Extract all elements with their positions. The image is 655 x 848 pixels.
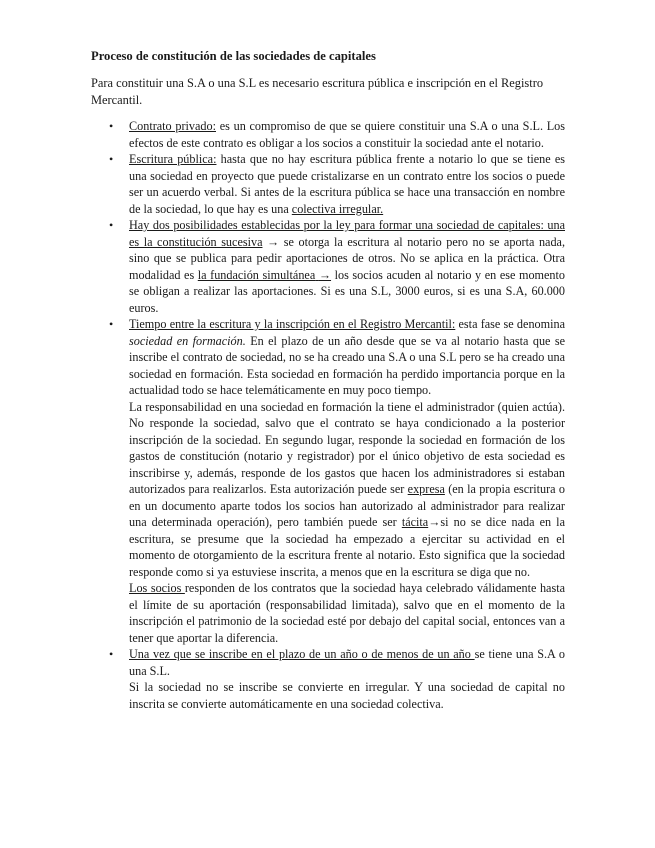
list-item-posibilidades — [91, 217, 565, 316]
bullet-list — [91, 118, 565, 712]
item-text: En el plazo de un año desde que se va al notario hasta que se inscribe el contrato de sociedad, no se ha creado una S.A o una S.L pero se ha creado una sociedad en formación. Esta sociedad en formación ha perdido importancia porque en la actualidad todo se hace telemáticamente en muy poco tiempo. — [129, 333, 565, 397]
item-text: los socios acuden al notario y en ese momento se obligan a realizar las aportaciones. Si es una S.L, 3000 euros, si es una S.A, 60.000 euros. — [129, 267, 566, 315]
bullet-icon: • — [109, 119, 114, 133]
lead-posibilidades: Hay dos posibilidades establecidas por la ley para formar una sociedad de capitales: una es la constitución sucesiva — [129, 218, 565, 249]
arrow-icon: → — [318, 267, 332, 282]
arrow-icon: → — [267, 234, 280, 249]
list-item-contrato-privado — [91, 118, 565, 151]
lead-inscripcion: Una vez que se inscribe en el plazo de un año o de menos de un año — [129, 647, 475, 661]
term-sociedad-en-formacion: sociedad en formación. — [129, 333, 246, 348]
paragraph-los-socios: Los socios responden de los contratos que la sociedad haya celebrado válidamente hasta el límite de su aportación (responsabilidad limitada), salvo que en el momento de la inscripción el patrimonio de la sociedad esté por debajo del capital social, entonces van a tener que aportar la diferencia. — [129, 581, 565, 645]
list-item-escritura-publica — [91, 151, 565, 217]
arrow-icon: → — [428, 515, 441, 529]
list-item-inscripcion — [91, 646, 565, 712]
item-text: se tiene una S.A o una S.L. — [129, 647, 566, 678]
term-escritura-publica: Escritura pública: — [129, 152, 217, 166]
term-contrato-privado: Contrato privado: — [129, 119, 216, 133]
term-tacita: tácita — [401, 515, 429, 529]
term-los-socios: Los socios — [129, 581, 185, 595]
item-text: hasta que no hay escritura pública frente a notario lo que se tiene es una sociedad en proyecto que puede cristalizarse en un contrato entre los socios o puede ser un acuerdo verbal. Si antes de la escritura pública se hace una transacción en nombre de la sociedad, lo que hay es una — [129, 152, 565, 216]
term-fundacion-simultanea: la fundación simultánea — [197, 267, 316, 282]
bullet-icon: • — [109, 218, 114, 232]
paragraph-no-inscrita: Si la sociedad no se inscribe se convierte en irregular. Y una sociedad de capital no inscrita se convierte automáticamente en una sociedad colectiva. — [129, 680, 565, 711]
list-item-tiempo — [91, 316, 565, 646]
intro-paragraph: Para constituir una S.A o una S.L es necesario escritura pública e inscripción en el Registro Mercantil. — [91, 76, 544, 107]
item-text: es un compromiso de que se quiere constituir una S.A o una S.L. Los efectos de este contrato es obligar a los socios a constituir la sociedad ante el notario. — [129, 119, 565, 150]
term-colectiva-irregular: colectiva irregular. — [291, 201, 384, 216]
item-text: se otorga la escritura al notario pero no se aporta nada, sino que se publica para pedir aportaciones de otros. No se aplica en la práctica. Otra modalidad es — [129, 234, 565, 282]
paragraph-responsabilidad: La responsabilidad en una sociedad en formación la tiene el administrador (quien actúa). No responde la sociedad, salvo que el contrato se haya condicionado a la posterior inscripción de la sociedad. En segundo lugar, responde la sociedad en formación de los gastos de constitución (notario y registrador) por el único objetivo de esta sociedad es inscribirse y, además, responde de los gastos que hacen los administradores si estaban autorizados para realizarlos. Esta autorización puede ser expresa (en la propia escritura o en un documento aparte todos los socios han autorizado al administrador para realizar una determinada operación), pero también puede ser tácita→si no se dice nada en la escritura, se presume que la sociedad ha empezado a ejercitar su actividad en el momento de otorgamiento de la escritura frente al notario. Esto significa que la sociedad responde como si ya estuviese inscrita, a menos que en la escritura se diga que no. — [129, 399, 565, 579]
document-title: Proceso de constitución de las sociedades de capitales — [91, 49, 376, 63]
term-expresa: expresa — [407, 482, 445, 496]
item-text: esta fase se denomina — [455, 317, 565, 331]
bullet-icon: • — [109, 647, 114, 661]
lead-tiempo: Tiempo entre la escritura y la inscripción en el Registro Mercantil: — [129, 317, 456, 331]
document-page — [91, 48, 565, 712]
bullet-icon: • — [109, 317, 114, 331]
bullet-icon: • — [109, 152, 114, 166]
